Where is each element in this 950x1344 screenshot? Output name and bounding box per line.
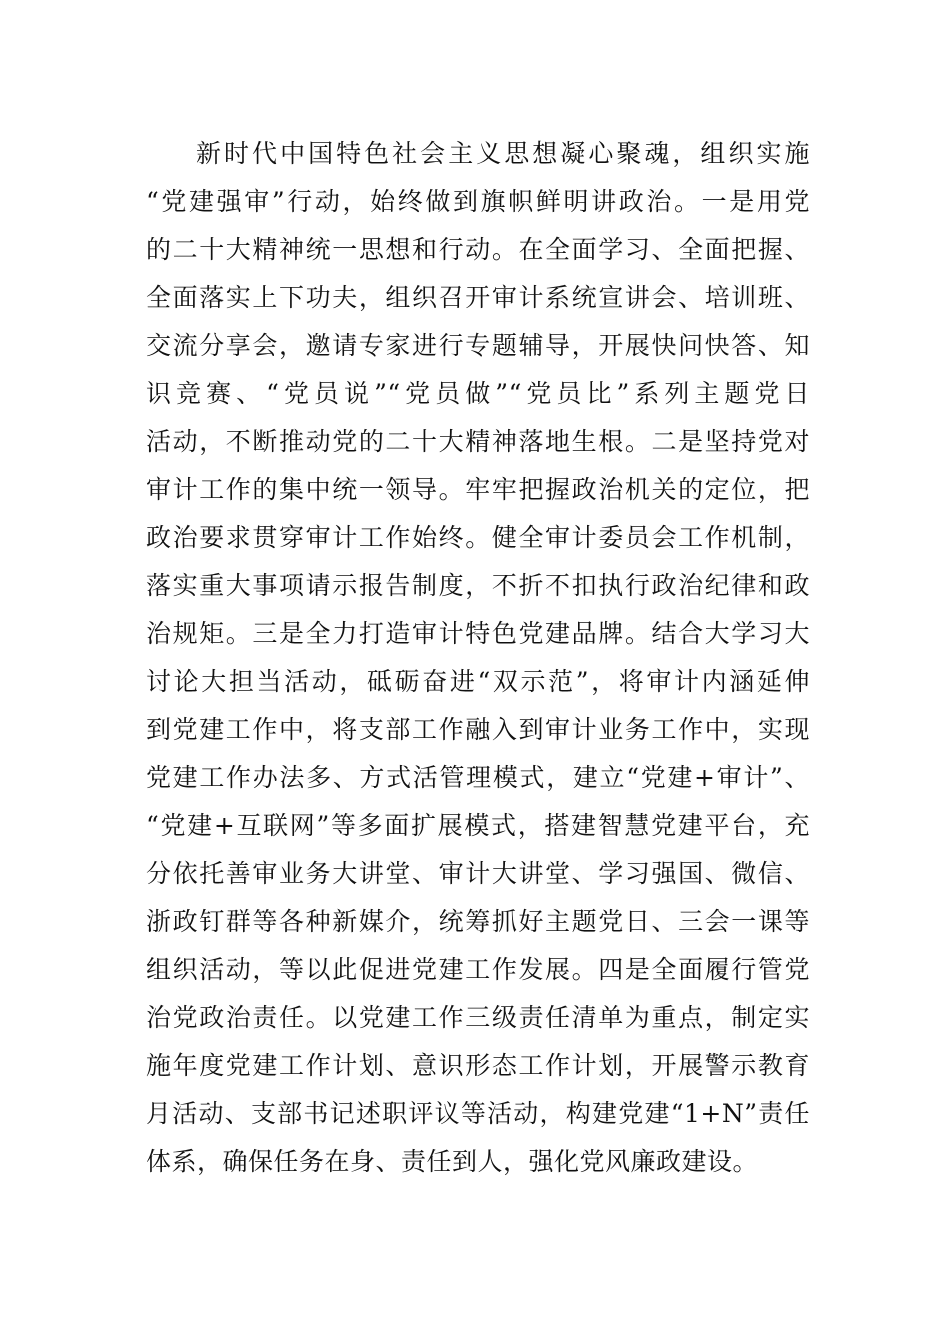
- paragraph-line: 活动，不断推动党的二十大精神落地生根。二是坚持党对: [146, 427, 810, 456]
- paragraph-line: 党建工作办法多、方式活管理模式，建立“党建+审计”、: [146, 763, 810, 792]
- paragraph-line: 落实重大事项请示报告制度，不折不扣执行政治纪律和政: [146, 571, 810, 600]
- paragraph-line: 分依托善审业务大讲堂、审计大讲堂、学习强国、微信、: [146, 859, 810, 888]
- paragraph-line: 到党建工作中，将支部工作融入到审计业务工作中，实现: [146, 715, 810, 744]
- paragraph-line: 月活动、支部书记述职评议等活动，构建党建“1+N”责任: [146, 1099, 810, 1128]
- paragraph-line: 识竞赛、“党员说”“党员做”“党员比”系列主题党日: [146, 379, 810, 408]
- paragraph-line: 施年度党建工作计划、意识形态工作计划，开展警示教育: [146, 1051, 810, 1080]
- paragraph-line: 审计工作的集中统一领导。牢牢把握政治机关的定位，把: [146, 475, 810, 504]
- paragraph-line: 浙政钉群等各种新媒介，统筹抓好主题党日、三会一课等: [146, 907, 810, 936]
- paragraph-line: 组织活动，等以此促进党建工作发展。四是全面履行管党: [146, 955, 810, 984]
- body-paragraph: [146, 130, 810, 1186]
- paragraph-line: 治党政治责任。以党建工作三级责任清单为重点，制定实: [146, 1003, 810, 1032]
- paragraph-line: 讨论大担当活动，砥砺奋进“双示范”，将审计内涵延伸: [146, 667, 810, 696]
- paragraph-line: 治规矩。三是全力打造审计特色党建品牌。结合大学习大: [146, 619, 810, 648]
- paragraph-line: 政治要求贯穿审计工作始终。健全审计委员会工作机制，: [146, 523, 810, 552]
- paragraph-line: 全面落实上下功夫，组织召开审计系统宣讲会、培训班、: [146, 283, 810, 312]
- paragraph-line: “党建+互联网”等多面扩展模式，搭建智慧党建平台，充: [146, 811, 810, 840]
- paragraph-line: 交流分享会，邀请专家进行专题辅导，开展快问快答、知: [146, 331, 810, 360]
- paragraph-line: 新时代中国特色社会主义思想凝心聚魂，组织实施: [196, 139, 810, 168]
- paragraph-line: 的二十大精神统一思想和行动。在全面学习、全面把握、: [146, 235, 810, 264]
- paragraph-line: “党建强审”行动，始终做到旗帜鲜明讲政治。一是用党: [146, 187, 810, 216]
- paragraph-line: 体系，确保任务在身、责任到人，强化党风廉政建设。: [146, 1147, 759, 1176]
